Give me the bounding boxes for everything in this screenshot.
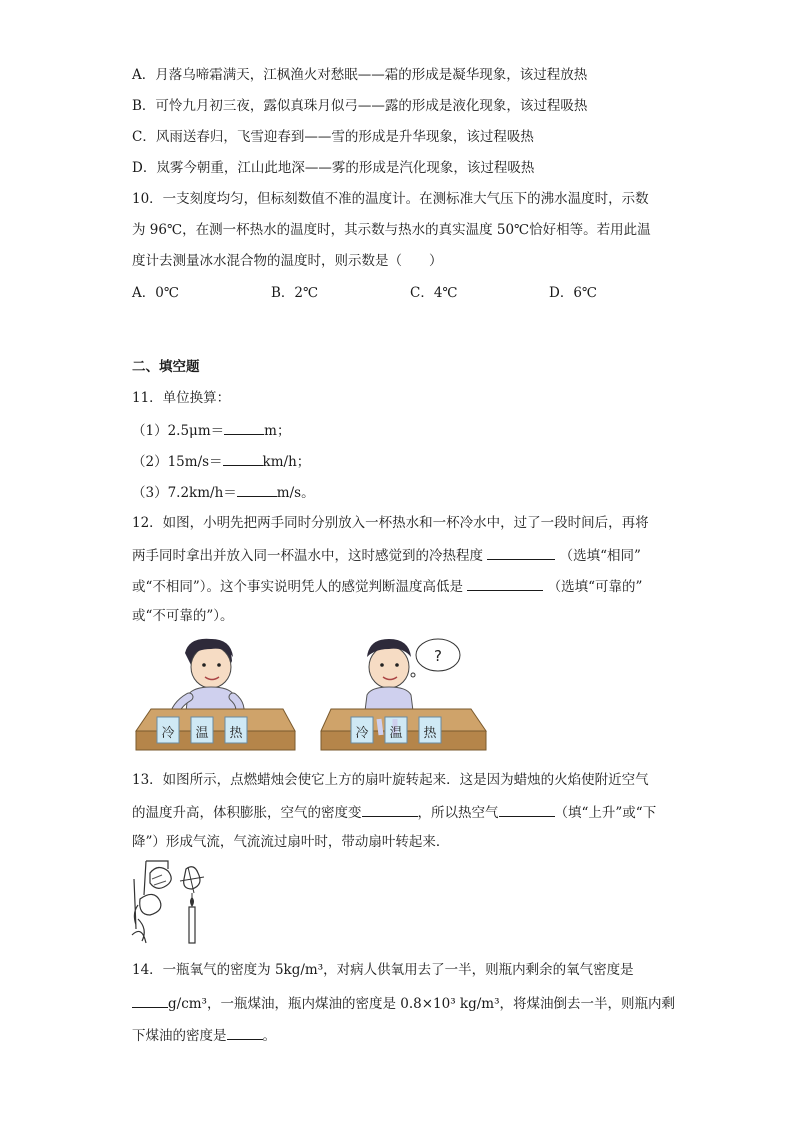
answer-blank[interactable] (223, 451, 263, 466)
q10-option-c: C．4℃ (410, 285, 458, 301)
section-title: 二、填空题 (132, 359, 200, 375)
q13-stem-line2 (132, 802, 656, 822)
q11-item-3-unit: m/s。 (276, 485, 315, 501)
cup-label-hot: 热 (423, 726, 437, 741)
q12-stem-line4: 或“不可靠的”）。 (132, 608, 234, 624)
q10-option-d: D．6℃ (549, 285, 598, 301)
q14-line2-text: g/cm³，一瓶煤油，瓶内煤油的密度是 0.8×10³ kg/m³，将煤油倒去一半，则瓶内剩 (168, 996, 676, 1012)
question-mark: ? (434, 647, 442, 665)
candle-fan-figure (128, 855, 212, 947)
q10-stem-line1: 10．一支刻度均匀，但标刻数值不准的温度计。在测标准大气压下的沸水温度时，示数 (132, 191, 649, 207)
q10-option-a: A．0℃ (132, 285, 179, 301)
q12-line3-text: 或“不相同”）。这个事实说明凭人的感觉判断温度高低是 (132, 579, 464, 595)
answer-blank[interactable] (467, 576, 543, 591)
q12-line3-hint: （选填“可靠的” (547, 579, 643, 595)
q10-option-b: B．2℃ (271, 285, 319, 301)
answer-blank[interactable] (224, 420, 264, 435)
q9-option-b: B．可怜九月初三夜，露似真珠月似弓——露的形成是液化现象，该过程吸热 (132, 98, 588, 114)
q12-stem-line3 (132, 576, 642, 596)
answer-blank[interactable] (132, 993, 168, 1008)
boy-thinking-figure (321, 639, 486, 750)
q14-line3-text: 下煤油的密度是 (132, 1028, 227, 1044)
q11-item-2-unit: km/h； (262, 454, 311, 470)
cup-label-hot: 热 (229, 726, 243, 741)
q9-option-c: C．风雨送春归，飞雪迎春到——雪的形成是升华现象，该过程吸热 (132, 129, 534, 145)
q11-item-3 (132, 482, 315, 502)
q14-stem-line3 (132, 1025, 276, 1045)
answer-blank[interactable] (362, 802, 418, 817)
cup-label-warm: 温 (389, 726, 403, 741)
q12-line2-hint: （选填“相同” (559, 548, 641, 564)
q12-figure (133, 635, 493, 753)
q14-line3-end: 。 (262, 1028, 276, 1044)
q11-item-1 (132, 420, 290, 440)
q9-option-a: A．月落乌啼霜满天，江枫渔火对愁眠——霜的形成是凝华现象，该过程放热 (132, 67, 588, 83)
q9-option-d: D．岚雾今朝重，江山此地深——雾的形成是汽化现象，该过程吸热 (132, 160, 535, 176)
q11-stem: 11．单位换算： (132, 390, 231, 406)
q11-item-2-prefix: （2）15m/s＝ (132, 454, 223, 470)
q11-item-1-unit: m； (264, 423, 291, 439)
q13-stem-line1: 13．如图所示，点燃蜡烛会使它上方的扇叶旋转起来．这是因为蜡烛的火焰使附近空气 (132, 772, 649, 788)
q13-line2-hint: （填“上升”或“下 (554, 805, 657, 821)
q12-stem-line2 (132, 545, 641, 565)
q11-item-3-prefix: （3）7.2km/h＝ (132, 485, 237, 501)
q14-stem-line2 (132, 993, 675, 1013)
cup-label-cold: 冷 (161, 726, 175, 741)
answer-blank[interactable] (499, 802, 555, 817)
boy-hands-in-cups-figure (136, 639, 295, 750)
cup-label-warm: 温 (195, 726, 209, 741)
q13-line2-mid: ，所以热空气 (417, 805, 499, 821)
q13-line2-text: 的温度升高，体积膨胀，空气的密度变 (132, 805, 362, 821)
q10-stem-line3: 度计去测量冰水混合物的温度时，则示数是（ ） (132, 253, 443, 269)
answer-blank[interactable] (237, 482, 277, 497)
answer-blank[interactable] (487, 545, 555, 560)
q11-item-2 (132, 451, 310, 471)
q14-stem-line1: 14．一瓶氧气的密度为 5kg/m³，对病人供氧用去了一半，则瓶内剩余的氧气密度是 (132, 962, 634, 978)
cup-label-cold: 冷 (355, 726, 369, 741)
q11-item-1-prefix: （1）2.5μm＝ (132, 423, 225, 439)
q13-stem-line3: 降”）形成气流，气流流过扇叶时，带动扇叶转起来． (132, 834, 450, 850)
q12-line2-text: 两手同时拿出并放入同一杯温水中，这时感觉到的冷热程度 (132, 548, 483, 564)
q12-stem-line1: 12．如图，小明先把两手同时分别放入一杯热水和一杯冷水中，过了一段时间后，再将 (132, 515, 649, 531)
q10-stem-line2: 为 96℃，在测一杯热水的温度时，其示数与热水的真实温度 50℃恰好相等。若用此温 (132, 222, 651, 238)
answer-blank[interactable] (227, 1025, 263, 1040)
